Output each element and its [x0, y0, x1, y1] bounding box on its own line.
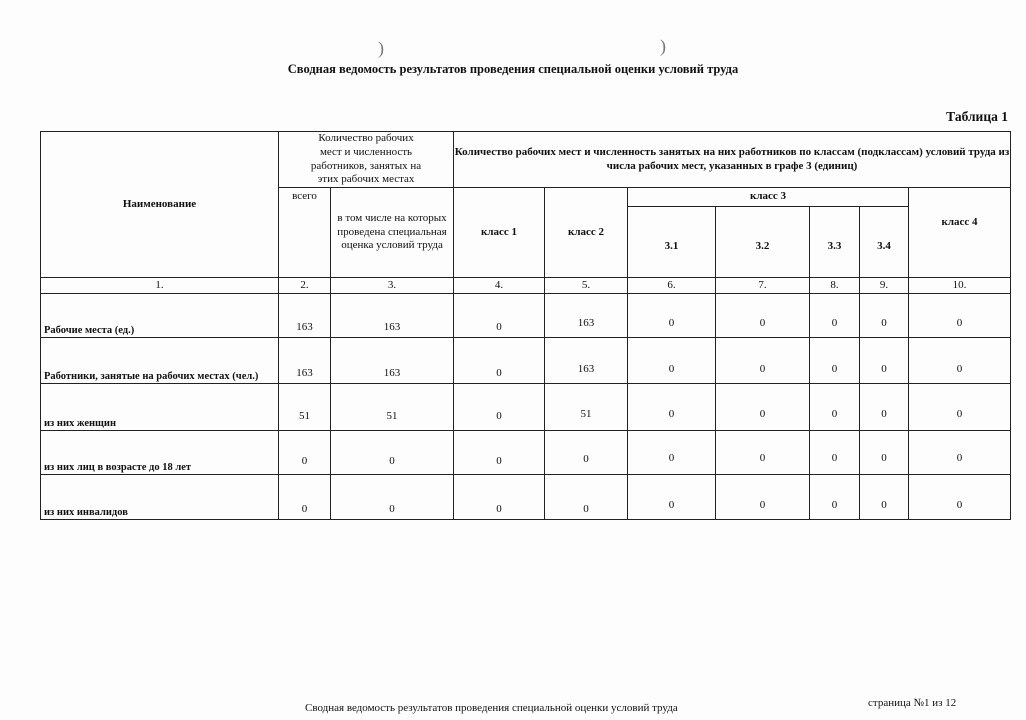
cell-class-3-2: 0 [716, 338, 810, 384]
cell-class-3-4: 0 [860, 431, 909, 475]
header-subclass-3-3: 3.3 [810, 207, 860, 278]
cell-class-4: 0 [909, 294, 1011, 338]
cell-class-2: 0 [545, 431, 628, 475]
table-label: Таблица 1 [946, 109, 1008, 124]
cell-class-3-1: 0 [628, 431, 716, 475]
cell-evaluated: 0 [331, 475, 454, 520]
cell-class-3-2: 0 [716, 294, 810, 338]
column-number: 4. [454, 278, 545, 294]
column-number: 6. [628, 278, 716, 294]
scan-mark: ) [660, 36, 666, 56]
cell-total: 163 [279, 338, 331, 384]
cell-evaluated: 163 [331, 294, 454, 338]
row-label: из них женщин [41, 384, 279, 431]
column-number: 5. [545, 278, 628, 294]
column-number: 8. [810, 278, 860, 294]
cell-class-1: 0 [454, 475, 545, 520]
cell-class-3-4: 0 [860, 384, 909, 431]
table-row [41, 294, 1011, 338]
cell-class-3-1: 0 [628, 294, 716, 338]
header-subclass-3-4: 3.4 [860, 207, 909, 278]
header-subclass-3-2: 3.2 [716, 207, 810, 278]
cell-class-1: 0 [454, 384, 545, 431]
cell-class-3-1: 0 [628, 475, 716, 520]
cell-class-3-2: 0 [716, 384, 810, 431]
page-number: страница №1 из 12 [868, 697, 957, 709]
row-label: из них инвалидов [41, 475, 279, 520]
table-row [41, 384, 1011, 431]
cell-evaluated: 163 [331, 338, 454, 384]
table-row [41, 338, 1011, 384]
cell-class-4: 0 [909, 384, 1011, 431]
cell-class-4: 0 [909, 431, 1011, 475]
row-label: Работники, занятые на рабочих местах (чел.) [41, 338, 279, 384]
column-number: 3. [331, 278, 454, 294]
header-class-4: класс 4 [909, 188, 1011, 278]
cell-class-3-1: 0 [628, 338, 716, 384]
column-number: 10. [909, 278, 1011, 294]
cell-total: 163 [279, 294, 331, 338]
cell-class-2: 0 [545, 475, 628, 520]
cell-class-4: 0 [909, 475, 1011, 520]
cell-evaluated: 0 [331, 431, 454, 475]
cell-class-2: 51 [545, 384, 628, 431]
cell-class-3-3: 0 [810, 338, 860, 384]
cell-class-3-4: 0 [860, 294, 909, 338]
cell-class-3-4: 0 [860, 338, 909, 384]
cell-class-3-3: 0 [810, 431, 860, 475]
cell-class-1: 0 [454, 294, 545, 338]
cell-class-3-4: 0 [860, 475, 909, 520]
cell-class-3-2: 0 [716, 475, 810, 520]
column-number: 7. [716, 278, 810, 294]
header-subclass-3-1: 3.1 [628, 207, 716, 278]
cell-class-4: 0 [909, 338, 1011, 384]
header-count-group: Количество рабочих мест и численность работников, занятых на этих рабочих местах [279, 132, 454, 188]
cell-class-1: 0 [454, 431, 545, 475]
table-row [41, 431, 1011, 475]
column-number-row [41, 278, 1011, 294]
scan-mark: ) [378, 38, 384, 58]
row-label: Рабочие места (ед.) [41, 294, 279, 338]
cell-total: 0 [279, 431, 331, 475]
column-number: 9. [860, 278, 909, 294]
cell-class-3-3: 0 [810, 384, 860, 431]
cell-class-1: 0 [454, 338, 545, 384]
row-label: из них лиц в возрасте до 18 лет [41, 431, 279, 475]
header-evaluated: в том числе на которых проведена специальная оценка условий труда [331, 188, 454, 278]
summary-table [40, 131, 1011, 520]
document-title: Сводная ведомость результатов проведения специальной оценки условий труда [287, 62, 739, 76]
cell-class-3-3: 0 [810, 475, 860, 520]
cell-class-2: 163 [545, 338, 628, 384]
column-number: 1. [41, 278, 279, 294]
header-class-1: класс 1 [454, 188, 545, 278]
header-total: всего [279, 188, 331, 278]
footer-title: Сводная ведомость результатов проведения специальной оценки условий труда [305, 702, 678, 714]
cell-class-3-2: 0 [716, 431, 810, 475]
cell-class-3-3: 0 [810, 294, 860, 338]
header-classes-group: Количество рабочих мест и численность занятых на них работников по классам (подклассам) условий труда из числа рабочих мест, указанных в графе 3 (единиц) [454, 132, 1011, 188]
header-name: Наименование [41, 132, 279, 278]
header-class-3: класс 3 [628, 188, 909, 207]
column-number: 2. [279, 278, 331, 294]
cell-total: 0 [279, 475, 331, 520]
cell-total: 51 [279, 384, 331, 431]
table-row [41, 475, 1011, 520]
cell-class-2: 163 [545, 294, 628, 338]
cell-evaluated: 51 [331, 384, 454, 431]
header-class-2: класс 2 [545, 188, 628, 278]
cell-class-3-1: 0 [628, 384, 716, 431]
